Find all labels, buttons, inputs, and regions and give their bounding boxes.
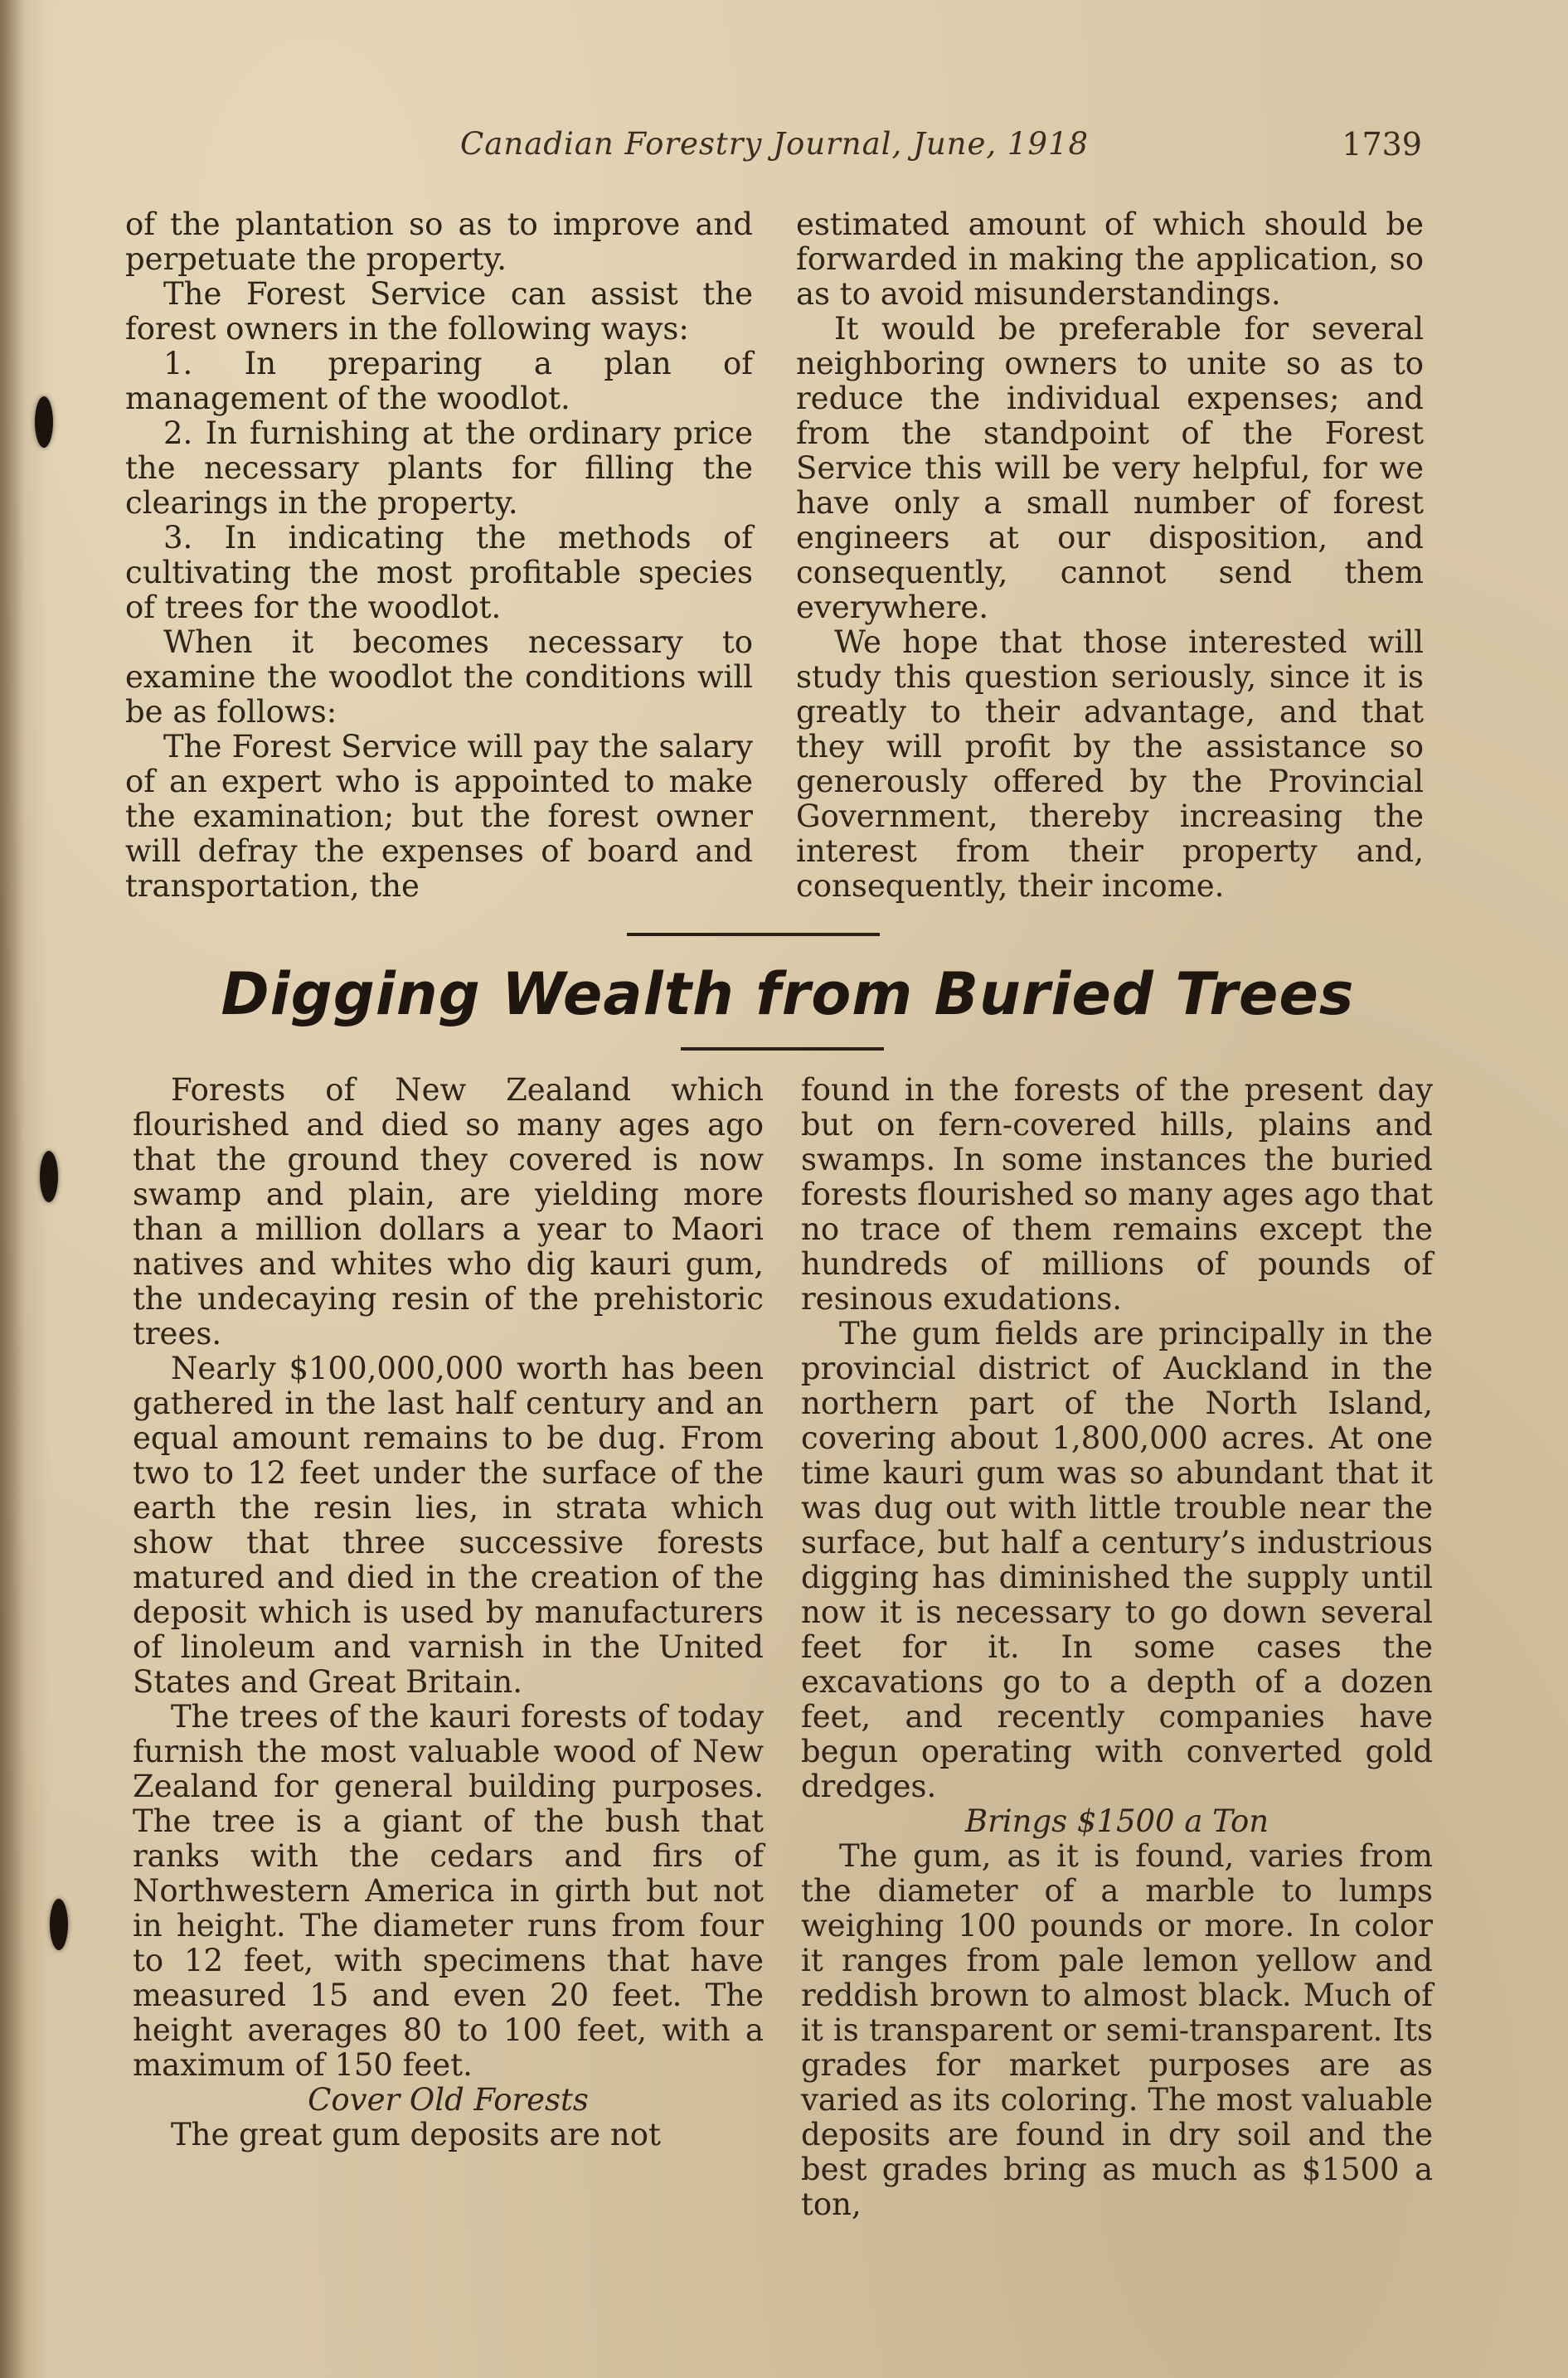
section-subheading: Brings $1500 a Ton (964, 1803, 1269, 1839)
paragraph: When it becomes necessary to examine the woodlot the conditions will be as follows: (125, 624, 753, 730)
paragraph: It would be preferable for several neighboring owners to unite so as to reduce the individual expenses; and from the standpoint of the Forest Service this will be very helpful, for we have only a small number of forest engineers at our disposition, and consequently, cannot send them everywhere. (796, 311, 1424, 625)
paragraph: The great gum deposits are not (171, 2117, 661, 2152)
page-number: 1739 (1342, 126, 1422, 163)
binding-hole (35, 396, 53, 448)
title-rule-top (627, 933, 880, 936)
section-subheading: Cover Old Forests (308, 2082, 589, 2118)
running-header (448, 126, 1422, 166)
paragraph: We hope that those interested will study this question seriously, since it is greatly to their advantage, and that they will profit by the assistance so generously offered by the Provincial Government, thereby increasing the interest from their property and, consequently, their income. (796, 624, 1424, 904)
paragraph: of the plantation so as to improve and perpetuate the property. (125, 206, 753, 277)
binding-hole (40, 1151, 58, 1202)
paragraph: The Forest Service will pay the salary of an expert who is appointed to make the examination; but the forest owner will defray the expenses of board and transportation, the (125, 729, 753, 904)
paragraph: The trees of the kauri forests of today furnish the most valuable wood of New Zealand for general building purposes. The tree is a giant of the bush that ranks with the cedars and firs of Northwestern America in girth but not in height. The diameter runs from four to 12 feet, with specimens that have measured 15 and even 20 feet. The height averages 80 to 100 feet, with a maximum of 150 feet. (133, 1699, 764, 2083)
top-left-column (125, 207, 753, 904)
title-rule-bottom (681, 1047, 884, 1051)
paragraph: The Forest Service can assist the forest owners in the following ways: (125, 276, 753, 347)
paragraph: found in the forests of the present day but on fern-covered hills, plains and swamps. In some instances the buried forests flourished so many ages ago that no trace of them remains except the hundreds of millions of pounds of resinous exudations. (801, 1072, 1433, 1317)
paragraph: The gum fields are principally in the provincial district of Auckland in the northern part of the North Island, covering about 1,800,000 acres. At one time kauri gum was so abundant that it was dug out with little trouble near the surface, but half a century’s industrious digging has diminished the supply until now it is necessary to go down several feet for it. In some cases the excavations go to a depth of a dozen feet, and recently companies have begun operating with converted gold dredges. (801, 1316, 1433, 1804)
paragraph: The gum, as it is found, varies from the diameter of a marble to lumps weighing 100 pounds or more. In color it ranges from pale lemon yellow and reddish brown to almost black. Much of it is transparent or semi-transparent. Its grades for market purposes are as varied as its coloring. The most valuable deposits are found in dry soil and the best grades bring as much as $1500 a ton, (801, 1838, 1433, 2222)
bottom-left-column (133, 1073, 764, 2152)
journal-title: Canadian Forestry Journal, June, 1918 (460, 126, 1090, 162)
paragraph: estimated amount of which should be forwarded in making the application, so as to avoid misunderstandings. (796, 206, 1424, 312)
article-title: Digging Wealth from Buried Trees (221, 960, 1355, 1028)
paragraph: 3. In indicating the methods of cultivating the most profitable species of trees for the woodlot. (125, 520, 753, 625)
paragraph: Nearly $100,000,000 worth has been gathered in the last half century and an equal amount remains to be dug. From two to 12 feet under the surface of the earth the resin lies, in strata which show that three successive forests matured and died in the creation of the deposit which is used by manufacturers of linoleum and varnish in the United States and Great Britain. (133, 1351, 764, 1700)
binding-shadow (0, 0, 25, 2378)
binding-hole (50, 1899, 68, 1950)
paragraph: 1. In preparing a plan of management of the woodlot. (125, 346, 753, 416)
top-right-column (796, 207, 1424, 904)
paragraph: Forests of New Zealand which flourished and died so many ages ago that the ground they covered is now swamp and plain, are yielding more than a million dollars a year to Maori natives and whites who dig kauri gum, the undecaying resin of the prehistoric trees. (133, 1072, 764, 1352)
paragraph: 2. In furnishing at the ordinary price the necessary plants for filling the clearings in the property. (125, 415, 753, 521)
bottom-right-column (801, 1073, 1433, 2222)
